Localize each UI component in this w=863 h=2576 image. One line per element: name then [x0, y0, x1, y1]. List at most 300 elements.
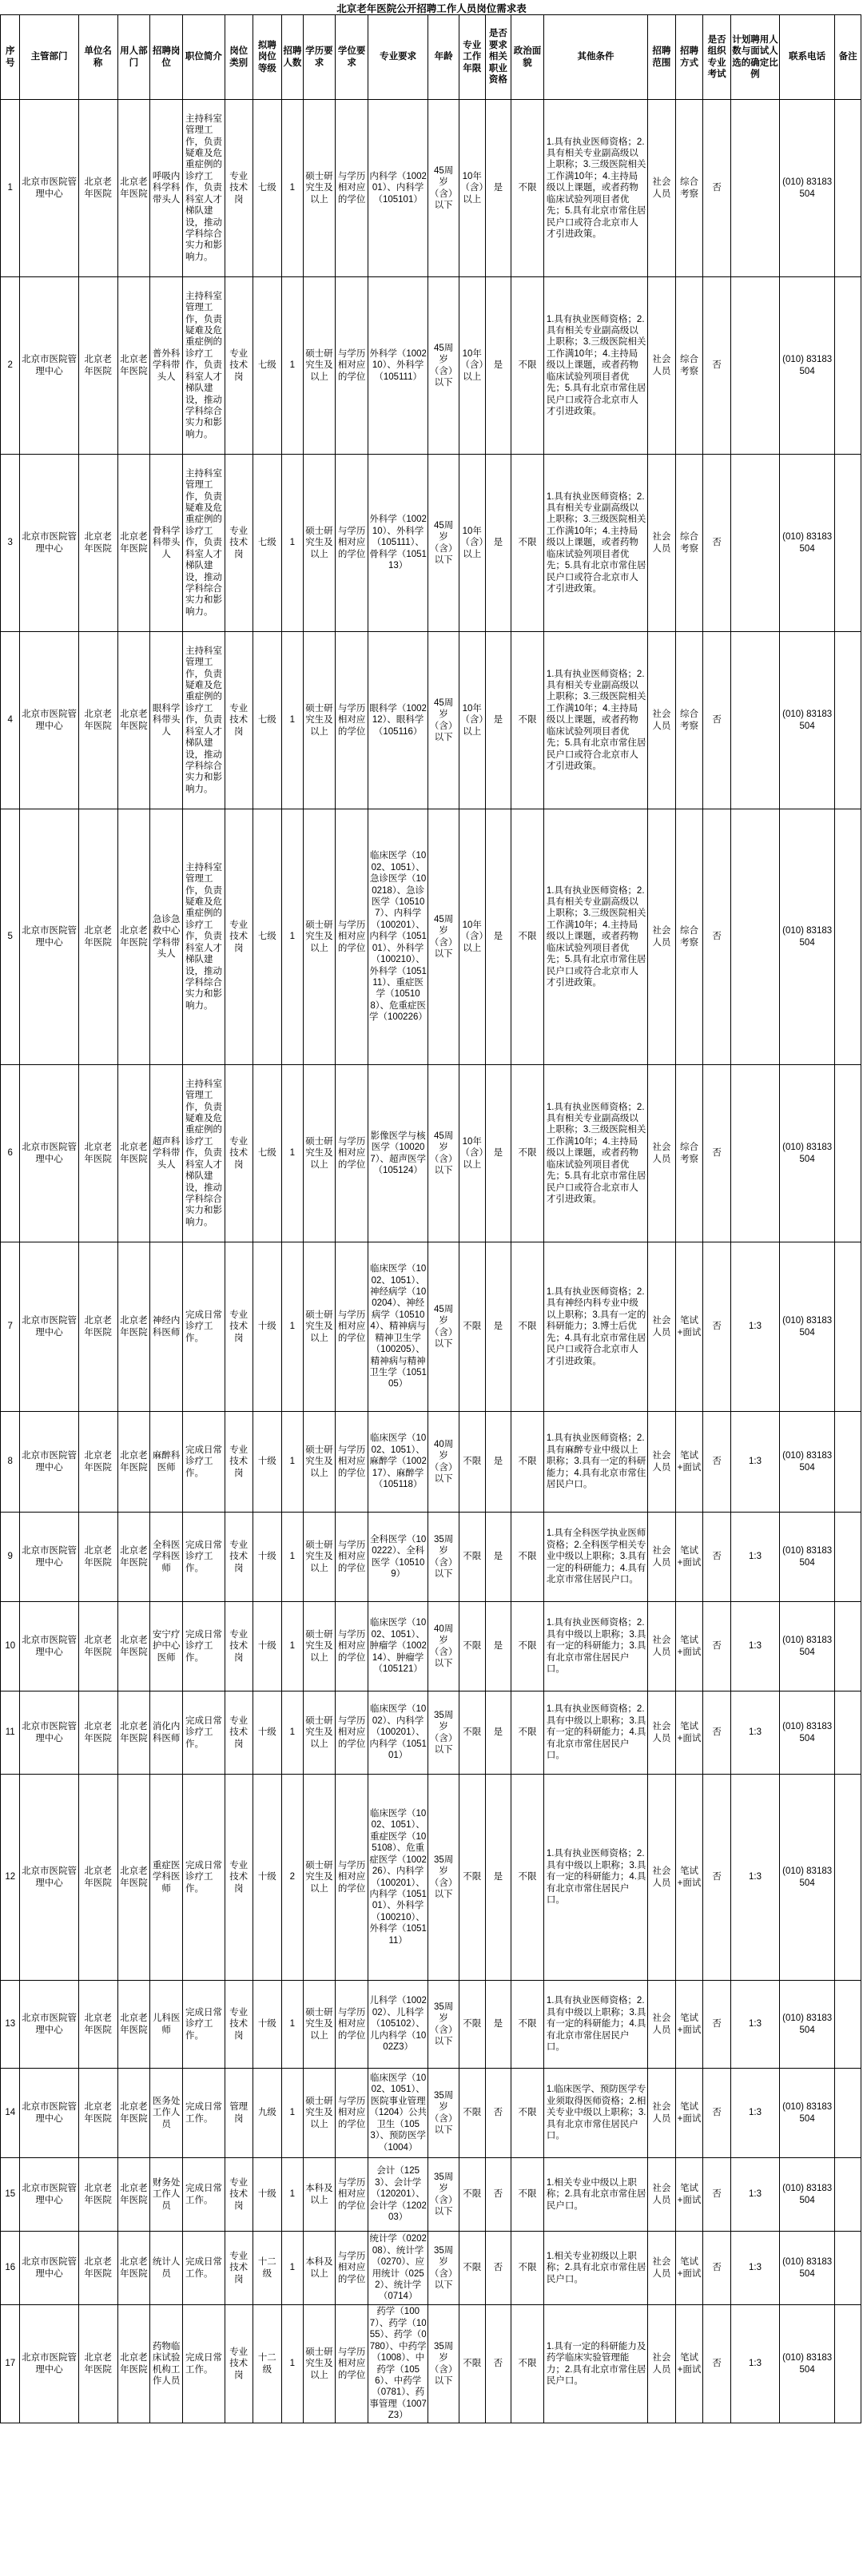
interview-ratio: 1:3 — [730, 2232, 779, 2305]
political-status: 不限 — [511, 1981, 544, 2069]
contact-phone: (010) 83183504 — [780, 1775, 835, 1981]
recruitment-scope: 社会人员 — [648, 632, 676, 809]
professional-exam: 否 — [703, 1602, 731, 1691]
work-years: 不限 — [459, 1981, 486, 2069]
unit-name: 北京老年医院 — [78, 277, 117, 455]
certificate-required: 否 — [485, 2305, 511, 2423]
political-status: 不限 — [511, 1242, 544, 1412]
other-conditions: 1.具有执业医师资格；2.具有相关专业副高级以上职称；3.三级医院相关工作满10年；4.主持局级以上课题，或者药物临床试验列项目者优先；5.具有北京市常住居民户口或符合北京市人才引进政策。 — [543, 277, 647, 455]
age-requirement: 35周岁（含）以下 — [428, 2158, 459, 2232]
unit-name: 北京老年医院 — [78, 809, 117, 1065]
position-description: 主持科室管理工作，负责疑难及危重症例的诊疗工作，负责科室人才梯队建设，推动学科综合实力和影响力。 — [182, 455, 225, 632]
remarks — [835, 455, 861, 632]
position-category: 专业技术岗 — [225, 1513, 253, 1602]
certificate-required: 是 — [485, 1513, 511, 1602]
contact-phone: (010) 83183504 — [780, 100, 835, 277]
other-conditions: 1.具有执业医师资格；2.具有神经内科专业中级以上职称；3.具有一定的科研能力；3.博士后优先；4.具有北京市常住居民户口或符合北京市人才引进政策。 — [543, 1242, 647, 1412]
unit-name: 北京老年医院 — [78, 1242, 117, 1412]
political-status: 不限 — [511, 100, 544, 277]
degree-requirement: 与学历相对应的学位 — [336, 1065, 368, 1242]
contact-phone: (010) 83183504 — [780, 455, 835, 632]
position-category: 专业技术岗 — [225, 2232, 253, 2305]
interview-ratio: 1:3 — [730, 1412, 779, 1513]
age-requirement: 45周岁（含）以下 — [428, 632, 459, 809]
major-requirement: 临床医学（1002、1051）、神经病学（100204）、神经病学（105104）、精神病与精神卫生学（100205）、精神病与精神卫生学（105105） — [368, 1242, 428, 1412]
supervising-department: 北京市医院管理中心 — [20, 1412, 78, 1513]
position-name: 急诊急救中心学科带头人 — [150, 809, 183, 1065]
unit-name: 北京老年医院 — [78, 100, 117, 277]
certificate-required: 是 — [485, 809, 511, 1065]
position-description: 主持科室管理工作，负责疑难及危重症例的诊疗工作，负责科室人才梯队建设，推动学科综合实力和影响力。 — [182, 809, 225, 1065]
supervising-department: 北京市医院管理中心 — [20, 1981, 78, 2069]
header-remarks: 备注 — [835, 15, 861, 100]
other-conditions: 1.相关专业初级以上职称；2.具有北京市常住居民户口。 — [543, 2232, 647, 2305]
position-name: 麻醉科医师 — [150, 1412, 183, 1513]
hiring-department: 北京老年医院 — [117, 1242, 150, 1412]
position-name: 普外科学科带头人 — [150, 277, 183, 455]
certificate-required: 否 — [485, 2069, 511, 2158]
recruitment-method: 笔试+面试 — [675, 1242, 703, 1412]
professional-exam: 否 — [703, 1513, 731, 1602]
remarks — [835, 1602, 861, 1691]
supervising-department: 北京市医院管理中心 — [20, 809, 78, 1065]
position-category: 专业技术岗 — [225, 632, 253, 809]
headcount: 1 — [282, 1412, 303, 1513]
interview-ratio — [730, 1065, 779, 1242]
education-requirement: 硕士研究生及以上 — [303, 1602, 336, 1691]
recruitment-method: 笔试+面试 — [675, 1775, 703, 1981]
table-row — [1, 277, 861, 455]
other-conditions: 1.具有全科医学执业医师资格；2.全科医学相关专业中级以上职称；3.具有一定的科研能力；4.具有北京市常住居民户口。 — [543, 1513, 647, 1602]
remarks — [835, 1775, 861, 1981]
position-category: 专业技术岗 — [225, 2305, 253, 2423]
position-name: 消化内科医师 — [150, 1691, 183, 1775]
remarks — [835, 2232, 861, 2305]
other-conditions: 1.具有一定的科研能力及药学临床实验管理能力；2.具有北京市常住居民户口。 — [543, 2305, 647, 2423]
recruitment-method: 综合考察 — [675, 455, 703, 632]
hiring-department: 北京老年医院 — [117, 2232, 150, 2305]
header-unit-name: 单位名称 — [78, 15, 117, 100]
work-years: 不限 — [459, 2158, 486, 2232]
headcount: 1 — [282, 2305, 303, 2423]
position-name: 医务处工作人员 — [150, 2069, 183, 2158]
table-row — [1, 2232, 861, 2305]
professional-exam: 否 — [703, 2232, 731, 2305]
hiring-department: 北京老年医院 — [117, 632, 150, 809]
certificate-required: 是 — [485, 1412, 511, 1513]
recruitment-scope: 社会人员 — [648, 1242, 676, 1412]
major-requirement: 全科医学（100222）、全科医学（105109） — [368, 1513, 428, 1602]
recruitment-scope: 社会人员 — [648, 1602, 676, 1691]
position-description: 完成日常工作。 — [182, 2232, 225, 2305]
table-row — [1, 1691, 861, 1775]
interview-ratio — [730, 455, 779, 632]
education-requirement: 硕士研究生及以上 — [303, 809, 336, 1065]
header-position-category: 岗位类别 — [225, 15, 253, 100]
recruitment-scope: 社会人员 — [648, 1691, 676, 1775]
recruitment-scope: 社会人员 — [648, 1981, 676, 2069]
row-number: 5 — [1, 809, 20, 1065]
row-number: 12 — [1, 1775, 20, 1981]
remarks — [835, 809, 861, 1065]
hiring-department: 北京老年医院 — [117, 455, 150, 632]
position-category: 专业技术岗 — [225, 1412, 253, 1513]
major-requirement: 临床医学（1002、1051）、麻醉学（100217）、麻醉学（105118） — [368, 1412, 428, 1513]
age-requirement: 45周岁（含）以下 — [428, 1242, 459, 1412]
hiring-department: 北京老年医院 — [117, 809, 150, 1065]
political-status: 不限 — [511, 2305, 544, 2423]
major-requirement: 统计学（020208）、统计学（0270）、应用统计（0252）、统计学（0714） — [368, 2232, 428, 2305]
remarks — [835, 2305, 861, 2423]
hiring-department: 北京老年医院 — [117, 2158, 150, 2232]
remarks — [835, 632, 861, 809]
major-requirement: 会计（1253）、会计学（120201）、会计学（120203） — [368, 2158, 428, 2232]
remarks — [835, 2158, 861, 2232]
education-requirement: 硕士研究生及以上 — [303, 2305, 336, 2423]
professional-exam: 否 — [703, 632, 731, 809]
position-description: 完成日常诊疗工作。 — [182, 1691, 225, 1775]
position-level: 七级 — [253, 100, 282, 277]
position-category: 专业技术岗 — [225, 1691, 253, 1775]
professional-exam: 否 — [703, 2305, 731, 2423]
headcount: 1 — [282, 632, 303, 809]
major-requirement: 儿科学（100202）、儿科学（105102）、儿内科学（1002Z3） — [368, 1981, 428, 2069]
supervising-department: 北京市医院管理中心 — [20, 1242, 78, 1412]
position-name: 统计人员 — [150, 2232, 183, 2305]
education-requirement: 硕士研究生及以上 — [303, 2069, 336, 2158]
professional-exam: 否 — [703, 1065, 731, 1242]
position-level: 十级 — [253, 1981, 282, 2069]
recruitment-method: 笔试+面试 — [675, 2305, 703, 2423]
row-number: 13 — [1, 1981, 20, 2069]
contact-phone: (010) 83183504 — [780, 2158, 835, 2232]
header-major-requirement: 专业要求 — [368, 15, 428, 100]
headcount: 1 — [282, 277, 303, 455]
interview-ratio — [730, 809, 779, 1065]
work-years: 10年（含）以上 — [459, 100, 486, 277]
position-description: 主持科室管理工作，负责疑难及危重症例的诊疗工作，负责科室人才梯队建设，推动学科综合实力和影响力。 — [182, 632, 225, 809]
table-row — [1, 2069, 861, 2158]
headcount: 1 — [282, 1691, 303, 1775]
headcount: 1 — [282, 1602, 303, 1691]
degree-requirement: 与学历相对应的学位 — [336, 2305, 368, 2423]
education-requirement: 硕士研究生及以上 — [303, 1513, 336, 1602]
supervising-department: 北京市医院管理中心 — [20, 1513, 78, 1602]
contact-phone: (010) 83183504 — [780, 2232, 835, 2305]
position-description: 完成日常诊疗工作。 — [182, 1775, 225, 1981]
recruitment-scope: 社会人员 — [648, 1513, 676, 1602]
work-years: 不限 — [459, 1691, 486, 1775]
position-level: 七级 — [253, 1065, 282, 1242]
position-level: 九级 — [253, 2069, 282, 2158]
work-years: 10年（含）以上 — [459, 632, 486, 809]
work-years: 不限 — [459, 1513, 486, 1602]
recruitment-method: 综合考察 — [675, 277, 703, 455]
supervising-department: 北京市医院管理中心 — [20, 632, 78, 809]
political-status: 不限 — [511, 1602, 544, 1691]
education-requirement: 硕士研究生及以上 — [303, 1775, 336, 1981]
major-requirement: 临床医学（1002、1051）、肿瘤学（100214）、肿瘤学（105121） — [368, 1602, 428, 1691]
recruitment-method: 笔试+面试 — [675, 1691, 703, 1775]
headcount: 1 — [282, 1513, 303, 1602]
recruitment-method: 笔试+面试 — [675, 1602, 703, 1691]
certificate-required: 是 — [485, 100, 511, 277]
position-description: 完成日常工作。 — [182, 2305, 225, 2423]
header-contact-phone: 联系电话 — [780, 15, 835, 100]
education-requirement: 硕士研究生及以上 — [303, 1242, 336, 1412]
position-category: 专业技术岗 — [225, 2158, 253, 2232]
age-requirement: 35周岁（含）以下 — [428, 1775, 459, 1981]
position-name: 重症医学科医师 — [150, 1775, 183, 1981]
recruitment-method: 笔试+面试 — [675, 1513, 703, 1602]
age-requirement: 45周岁（含）以下 — [428, 809, 459, 1065]
position-name: 呼吸内科学科带头人 — [150, 100, 183, 277]
position-name: 眼科学科带头人 — [150, 632, 183, 809]
age-requirement: 45周岁（含）以下 — [428, 277, 459, 455]
age-requirement: 40周岁（含）以下 — [428, 1602, 459, 1691]
degree-requirement: 与学历相对应的学位 — [336, 2232, 368, 2305]
headcount: 1 — [282, 2158, 303, 2232]
position-name: 骨科学科带头人 — [150, 455, 183, 632]
supervising-department: 北京市医院管理中心 — [20, 277, 78, 455]
degree-requirement: 与学历相对应的学位 — [336, 455, 368, 632]
political-status: 不限 — [511, 632, 544, 809]
recruitment-scope: 社会人员 — [648, 455, 676, 632]
row-number: 8 — [1, 1412, 20, 1513]
unit-name: 北京老年医院 — [78, 2069, 117, 2158]
supervising-department: 北京市医院管理中心 — [20, 2232, 78, 2305]
unit-name: 北京老年医院 — [78, 1412, 117, 1513]
hiring-department: 北京老年医院 — [117, 2069, 150, 2158]
header-position-name: 招聘岗位 — [150, 15, 183, 100]
headcount: 1 — [282, 455, 303, 632]
remarks — [835, 2069, 861, 2158]
work-years: 不限 — [459, 2305, 486, 2423]
other-conditions: 1.具有执业医师资格；2.具有中级以上职称；3.具有一定的科研能力；3.具有北京市常住居民户口。 — [543, 1602, 647, 1691]
work-years: 不限 — [459, 1775, 486, 1981]
certificate-required: 是 — [485, 1775, 511, 1981]
header-recruitment-method: 招聘方式 — [675, 15, 703, 100]
hiring-department: 北京老年医院 — [117, 1412, 150, 1513]
unit-name: 北京老年医院 — [78, 1775, 117, 1981]
degree-requirement: 与学历相对应的学位 — [336, 1691, 368, 1775]
position-name: 全科医学科医师 — [150, 1513, 183, 1602]
unit-name: 北京老年医院 — [78, 455, 117, 632]
certificate-required: 是 — [485, 1242, 511, 1412]
row-number: 17 — [1, 2305, 20, 2423]
supervising-department: 北京市医院管理中心 — [20, 1065, 78, 1242]
row-number: 11 — [1, 1691, 20, 1775]
position-level: 十级 — [253, 1513, 282, 1602]
remarks — [835, 1981, 861, 2069]
professional-exam: 否 — [703, 2069, 731, 2158]
age-requirement: 45周岁（含）以下 — [428, 1065, 459, 1242]
position-description: 主持科室管理工作，负责疑难及危重症例的诊疗工作，负责科室人才梯队建设，推动学科综合实力和影响力。 — [182, 277, 225, 455]
age-requirement: 40周岁（含）以下 — [428, 1412, 459, 1513]
recruitment-scope: 社会人员 — [648, 2069, 676, 2158]
position-description: 完成日常诊疗工作。 — [182, 1981, 225, 2069]
age-requirement: 45周岁（含）以下 — [428, 100, 459, 277]
contact-phone: (010) 83183504 — [780, 1412, 835, 1513]
education-requirement: 硕士研究生及以上 — [303, 1981, 336, 2069]
political-status: 不限 — [511, 1775, 544, 1981]
professional-exam: 否 — [703, 1775, 731, 1981]
degree-requirement: 与学历相对应的学位 — [336, 2158, 368, 2232]
interview-ratio: 1:3 — [730, 2069, 779, 2158]
position-description: 完成日常诊疗工作。 — [182, 1513, 225, 1602]
position-category: 专业技术岗 — [225, 455, 253, 632]
header-degree-requirement: 学位要求 — [336, 15, 368, 100]
work-years: 10年（含）以上 — [459, 455, 486, 632]
interview-ratio — [730, 277, 779, 455]
major-requirement: 临床医学（1002、1051）、急诊医学（100218）、急诊医学（105107）、内科学（100201）、内科学（105101）、外科学（100210）、外科学（105111）、重症医学（105108）、危重症医学（100226） — [368, 809, 428, 1065]
row-number: 14 — [1, 2069, 20, 2158]
header-professional-exam: 是否组织专业考试 — [703, 15, 731, 100]
recruitment-method: 笔试+面试 — [675, 2232, 703, 2305]
recruitment-scope: 社会人员 — [648, 2158, 676, 2232]
certificate-required: 是 — [485, 1981, 511, 2069]
other-conditions: 1.具有执业医师资格；2.具有相关专业副高级以上职称；3.三级医院相关工作满10年；4.主持局级以上课题，或者药物临床试验列项目者优先；5.具有北京市常住居民户口或符合北京市人才引进政策。 — [543, 455, 647, 632]
contact-phone: (010) 83183504 — [780, 809, 835, 1065]
header-position-description: 职位简介 — [182, 15, 225, 100]
major-requirement: 药学（1007）、药学（1055）、药学（0780）、中药学（1008）、中药学（1056）、中药学（0781）、药事管理（1007Z3） — [368, 2305, 428, 2423]
professional-exam: 否 — [703, 1412, 731, 1513]
degree-requirement: 与学历相对应的学位 — [336, 277, 368, 455]
hiring-department: 北京老年医院 — [117, 1065, 150, 1242]
position-level: 十二级 — [253, 2232, 282, 2305]
position-category: 专业技术岗 — [225, 809, 253, 1065]
page-title: 北京老年医院公开招聘工作人员岗位需求表 — [336, 3, 527, 14]
work-years: 不限 — [459, 1412, 486, 1513]
interview-ratio: 1:3 — [730, 1513, 779, 1602]
major-requirement: 眼科学（100212）、眼科学（105116） — [368, 632, 428, 809]
position-name: 超声科学科带头人 — [150, 1065, 183, 1242]
hiring-department: 北京老年医院 — [117, 1602, 150, 1691]
row-number: 10 — [1, 1602, 20, 1691]
position-level: 十级 — [253, 1242, 282, 1412]
headcount: 1 — [282, 1981, 303, 2069]
political-status: 不限 — [511, 277, 544, 455]
other-conditions: 1.具有执业医师资格；2.具有中级以上职称；3.具有一定的科研能力；4.具有北京市常住居民户口。 — [543, 1775, 647, 1981]
other-conditions: 1.具有执业医师资格；2.具有麻醉专业中级以上职称；3.具有一定的科研能力；4.具有北京市常住居民户口。 — [543, 1412, 647, 1513]
table-row — [1, 1513, 861, 1602]
recruitment-method: 笔试+面试 — [675, 1981, 703, 2069]
hiring-department: 北京老年医院 — [117, 2305, 150, 2423]
position-category: 专业技术岗 — [225, 1242, 253, 1412]
recruitment-scope: 社会人员 — [648, 2232, 676, 2305]
other-conditions: 1.具有执业医师资格；2.具有中级以上职称；3.具有一定的科研能力；4.具有北京市常住居民户口。 — [543, 1981, 647, 2069]
political-status: 不限 — [511, 1412, 544, 1513]
certificate-required: 是 — [485, 632, 511, 809]
interview-ratio: 1:3 — [730, 1775, 779, 1981]
supervising-department: 北京市医院管理中心 — [20, 455, 78, 632]
row-number: 16 — [1, 2232, 20, 2305]
hiring-department: 北京老年医院 — [117, 100, 150, 277]
political-status: 不限 — [511, 1691, 544, 1775]
political-status: 不限 — [511, 809, 544, 1065]
work-years: 10年（含）以上 — [459, 1065, 486, 1242]
headcount: 2 — [282, 1775, 303, 1981]
major-requirement: 外科学（100210）、外科学（105111）、骨科学（105113） — [368, 455, 428, 632]
hiring-department: 北京老年医院 — [117, 1513, 150, 1602]
professional-exam: 否 — [703, 809, 731, 1065]
header-row — [1, 15, 861, 100]
table-row — [1, 2158, 861, 2232]
position-description: 完成日常诊疗工作。 — [182, 1602, 225, 1691]
professional-exam: 否 — [703, 277, 731, 455]
supervising-department: 北京市医院管理中心 — [20, 1602, 78, 1691]
recruitment-scope: 社会人员 — [648, 2305, 676, 2423]
recruitment-scope: 社会人员 — [648, 1412, 676, 1513]
headcount: 1 — [282, 1242, 303, 1412]
row-number: 3 — [1, 455, 20, 632]
professional-exam: 否 — [703, 1981, 731, 2069]
degree-requirement: 与学历相对应的学位 — [336, 1602, 368, 1691]
hiring-department: 北京老年医院 — [117, 277, 150, 455]
table-row — [1, 1775, 861, 1981]
row-number: 1 — [1, 100, 20, 277]
position-level: 十级 — [253, 2158, 282, 2232]
header-row-number: 序号 — [1, 15, 20, 100]
work-years: 不限 — [459, 1242, 486, 1412]
age-requirement: 35周岁（含）以下 — [428, 2069, 459, 2158]
degree-requirement: 与学历相对应的学位 — [336, 1981, 368, 2069]
position-category: 管理岗 — [225, 2069, 253, 2158]
major-requirement: 临床医学（1002、1051）、重症医学（105108）、危重症医学（100226）、内科学（100201）、内科学（105101）、外科学（100210）、外科学（105111） — [368, 1775, 428, 1981]
degree-requirement: 与学历相对应的学位 — [336, 1412, 368, 1513]
political-status: 不限 — [511, 2158, 544, 2232]
professional-exam: 否 — [703, 1242, 731, 1412]
table-row — [1, 1981, 861, 2069]
unit-name: 北京老年医院 — [78, 1065, 117, 1242]
table-row — [1, 1412, 861, 1513]
position-name: 财务处工作人员 — [150, 2158, 183, 2232]
recruitment-scope: 社会人员 — [648, 1065, 676, 1242]
position-description: 完成日常工作。 — [182, 2158, 225, 2232]
supervising-department: 北京市医院管理中心 — [20, 2158, 78, 2232]
certificate-required: 否 — [485, 2158, 511, 2232]
remarks — [835, 1513, 861, 1602]
contact-phone: (010) 83183504 — [780, 1981, 835, 2069]
education-requirement: 硕士研究生及以上 — [303, 632, 336, 809]
contact-phone: (010) 83183504 — [780, 1602, 835, 1691]
degree-requirement: 与学历相对应的学位 — [336, 100, 368, 277]
hiring-department: 北京老年医院 — [117, 1775, 150, 1981]
table-body — [1, 100, 861, 2423]
unit-name: 北京老年医院 — [78, 2305, 117, 2423]
table-row — [1, 1065, 861, 1242]
position-description: 主持科室管理工作，负责疑难及危重症例的诊疗工作，负责科室人才梯队建设，推动学科综合实力和影响力。 — [182, 1065, 225, 1242]
position-category: 专业技术岗 — [225, 1065, 253, 1242]
headcount: 1 — [282, 100, 303, 277]
header-position-level: 拟聘岗位等级 — [253, 15, 282, 100]
age-requirement: 35周岁（含）以下 — [428, 2232, 459, 2305]
header-political-status: 政治面貌 — [511, 15, 544, 100]
unit-name: 北京老年医院 — [78, 1602, 117, 1691]
age-requirement: 35周岁（含）以下 — [428, 1513, 459, 1602]
position-name: 神经内科医师 — [150, 1242, 183, 1412]
contact-phone: (010) 83183504 — [780, 1513, 835, 1602]
table-row — [1, 632, 861, 809]
recruitment-method: 综合考察 — [675, 100, 703, 277]
degree-requirement: 与学历相对应的学位 — [336, 632, 368, 809]
headcount: 1 — [282, 1065, 303, 1242]
position-level: 十级 — [253, 1602, 282, 1691]
row-number: 2 — [1, 277, 20, 455]
certificate-required: 否 — [485, 2232, 511, 2305]
age-requirement: 45周岁（含）以下 — [428, 455, 459, 632]
education-requirement: 硕士研究生及以上 — [303, 277, 336, 455]
